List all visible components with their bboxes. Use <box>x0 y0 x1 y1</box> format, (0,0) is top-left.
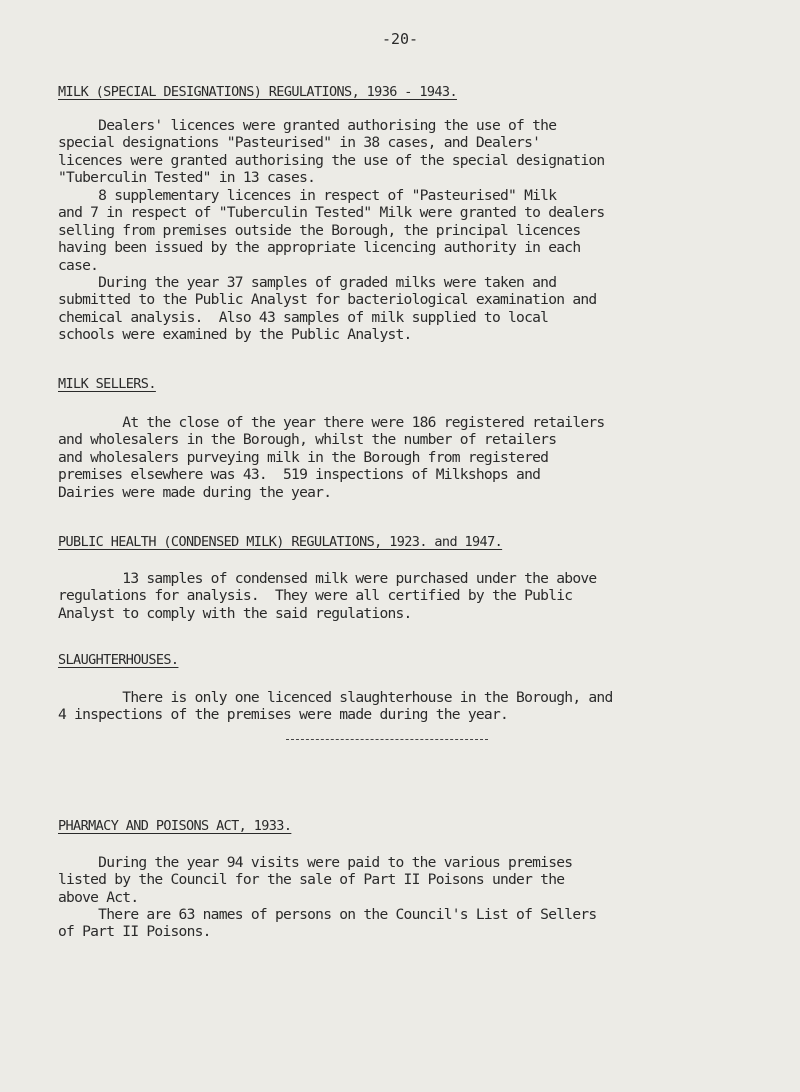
heading-condensed-milk-regulations: PUBLIC HEALTH (CONDENSED MILK) REGULATIONS, 1923. and 1947. <box>58 534 503 550</box>
section-separator <box>286 739 488 740</box>
page-number: -20- <box>381 30 419 48</box>
heading-milk-sellers: MILK SELLERS. <box>58 376 156 392</box>
heading-pharmacy-poisons-act: PHARMACY AND POISONS ACT, 1933. <box>58 818 292 834</box>
paragraph-poisons-visits: During the year 94 visits were paid to the various premises listed by the Council for the sale of Part II Poisons under the above Act. <box>58 854 573 906</box>
paragraph-milk-sellers: At the close of the year there were 186 registered retailers and wholesalers in the Borough, whilst the number of retailers and wholesalers purveying milk in the Borough from registered premises elsewhere was 43. 519 inspections of Milkshops and Dairies were made during the year. <box>58 414 605 501</box>
paragraph-slaughterhouses: There is only one licenced slaughterhouse in the Borough, and 4 inspections of the premises were made during the year. <box>58 689 613 724</box>
heading-slaughterhouses: SLAUGHTERHOUSES. <box>58 652 179 668</box>
heading-milk-special-designations: MILK (SPECIAL DESIGNATIONS) REGULATIONS, 1936 - 1943. <box>58 84 457 100</box>
paragraph-condensed-milk: 13 samples of condensed milk were purchased under the above regulations for analysis. They were all certified by the Public Analyst to comply with the said regulations. <box>58 570 597 622</box>
paragraph-dealers-licences: Dealers' licences were granted authorising the use of the special designations "Pasteurised" in 38 cases, and Dealers' licences were granted authorising the use of the special designation "Tuberculin Tested" in 13 cases. <box>58 117 605 187</box>
paragraph-poisons-sellers-list: There are 63 names of persons on the Council's List of Sellers of Part II Poisons. <box>58 906 597 941</box>
paragraph-supplementary-licences: 8 supplementary licences in respect of "Pasteurised" Milk and 7 in respect of "Tuberculin Tested" Milk were granted to dealers selling from premises outside the Borough, the principal licences having been issued by the appropriate licencing authority in each case. <box>58 187 605 274</box>
paragraph-graded-milk-samples: During the year 37 samples of graded milks were taken and submitted to the Public Analyst for bacteriological examination and chemical analysis. Also 43 samples of milk supplied to local schools were examined by the Public Analyst. <box>58 274 597 344</box>
